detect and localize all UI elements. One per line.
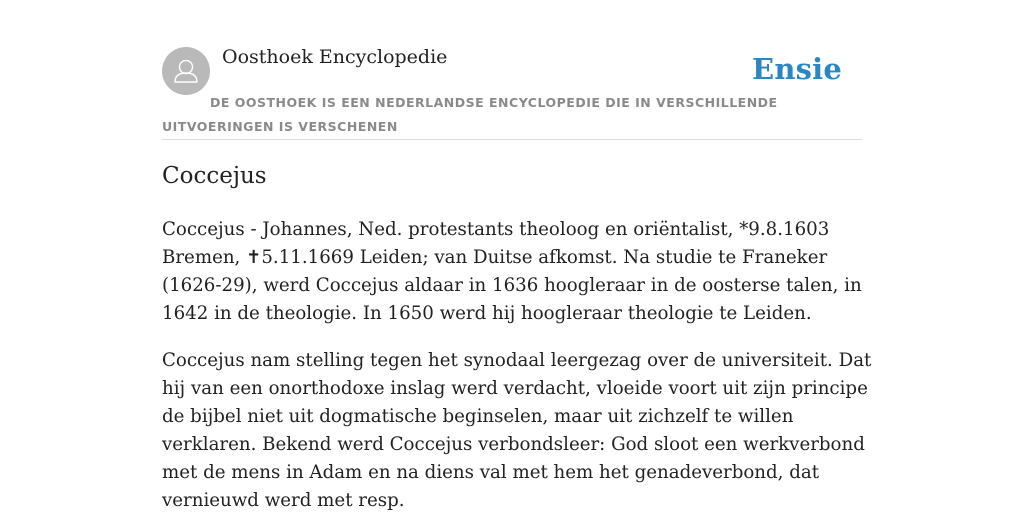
user-icon: [162, 47, 210, 95]
entry-paragraph: Coccejus - Johannes, Ned. protestants theoloog en oriëntalist, *9.8.1603 Bremen, ✝5.11.1669 Leiden; van Duitse afkomst. Na studie te Franeker (1626-29), werd Coccejus aldaar in 1636 hoogleraar in de oosterse talen, in 1642 in de theologie. In 1650 werd hij hoogleraar theologie te Leiden.: [162, 219, 862, 324]
divider: [162, 139, 862, 140]
entry-body: [162, 216, 872, 512]
source-description: DE OOSTHOEK IS EEN NEDERLANDSE ENCYCLOPEDIE DIE IN VERSCHILLENDE UITVOERINGEN IS VERSCHENEN: [162, 95, 778, 134]
brand-logo-link[interactable]: Ensie: [752, 52, 842, 86]
entry-headword: Coccejus: [162, 163, 267, 189]
source-title[interactable]: Oosthoek Encyclopedie: [222, 46, 448, 68]
entry-paragraph: Coccejus nam stelling tegen het synodaal leergezag over de universiteit. Dat hij van een onorthodoxe inslag werd verdacht, vloeide voort uit zijn principe de bijbel niet uit dogmatische beginselen, maar uit zichzelf te willen verklaren. Bekend werd Coccejus verbondsleer: God sloot een werkverbond met de mens in Adam en na diens val met hem het genadeverbond, dat vernieuwd werd met resp.: [162, 350, 872, 511]
avatar[interactable]: [162, 47, 210, 95]
